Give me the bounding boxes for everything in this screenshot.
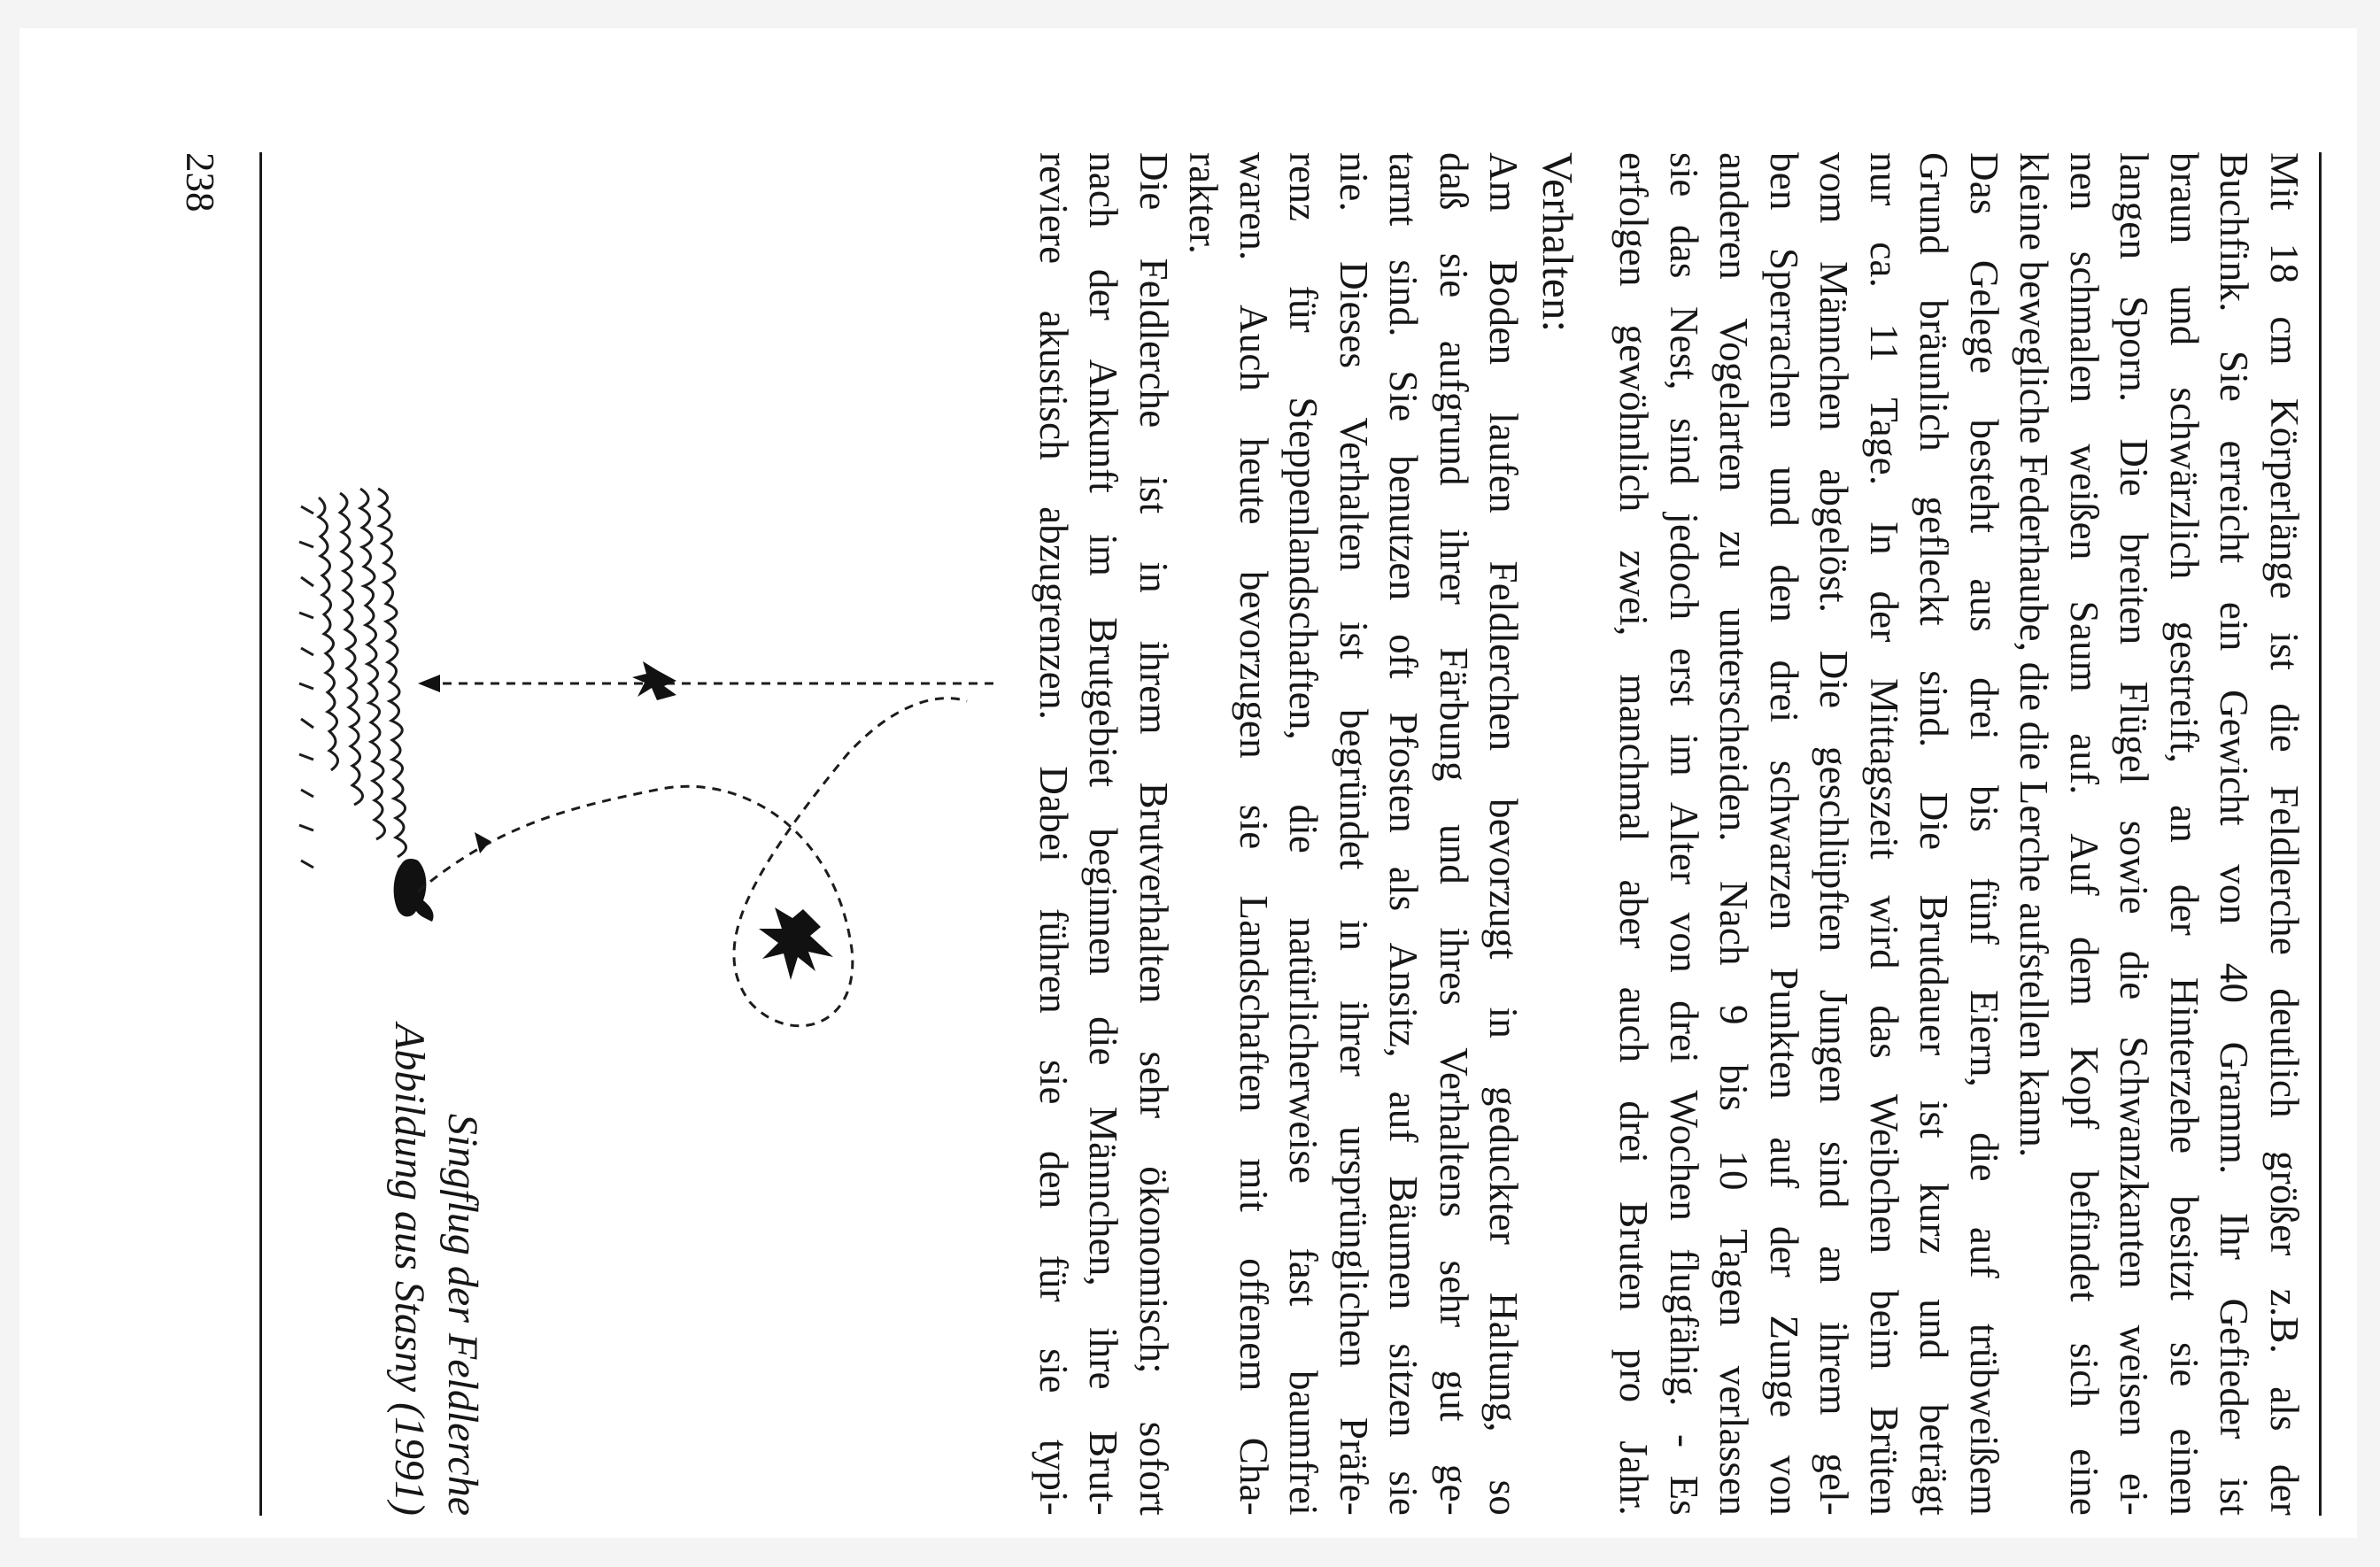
text-line: Grund bräunlich gefleckt sind. Die Brutdauer ist kurz und beträgt	[1912, 152, 1957, 1516]
text-line: nach der Ankunft im Brutgebiet beginnen die Männchen, ihre Brut-	[1081, 152, 1126, 1516]
text-line: nur ca. 11 Tage. In der Mittagszeit wird das Weibchen beim Brüten	[1862, 152, 1906, 1516]
bottom-rule	[259, 152, 262, 1516]
text-line: ben Sperrachen und den drei schwarzen Punkten auf der Zunge von	[1762, 152, 1806, 1516]
text-line: Mit 18 cm Körperlänge ist die Feldlerche deutlich größer z.B. als der	[2262, 152, 2307, 1516]
flying-bird-icon	[632, 661, 676, 700]
section-heading: Verhalten:	[1534, 152, 1582, 333]
text-line: Die Feldlerche ist in ihrem Brutverhalten sehr ökonomisch; sofort	[1132, 152, 1176, 1516]
page-number: 238	[178, 152, 222, 212]
figure-caption	[382, 790, 489, 1516]
text-line: Am Boden laufen Feldlerchen bevorzugt in geduckter Haltung, so	[1481, 152, 1526, 1516]
caption-title: Singflug der Feldlerche	[439, 1113, 486, 1516]
text-line: vom Männchen abgelöst. Die geschlüpften Jungen sind an ihrem gel-	[1812, 152, 1857, 1516]
text-line: waren. Auch heute bevorzugen sie Landschaften mit offenem Cha-	[1232, 152, 1276, 1516]
text-line: kleine bewegliche Federhaube, die die Lerche aufstellen kann.	[2012, 152, 2057, 1158]
text-line: braun und schwärzlich gestreift, an der Hinterzehe besitzt sie einen	[2162, 152, 2206, 1516]
text-line: rakter.	[1181, 152, 1226, 255]
text-line: daß sie aufgrund ihrer Färbung und ihres Verhaltens sehr gut ge-	[1432, 152, 1476, 1516]
body-text	[1029, 152, 2310, 1516]
flight-path	[418, 699, 967, 1026]
text-line: Buchfink. Sie erreicht ein Gewicht von 40 Gramm. Ihr Gefieder ist	[2212, 152, 2257, 1516]
scanned-page	[19, 28, 2357, 1538]
arrow-down-icon	[418, 675, 440, 692]
singing-bird-icon	[759, 907, 833, 980]
top-rule	[2319, 152, 2322, 1516]
text-line: erfolgen gewöhnlich zwei, manchmal aber auch drei Bruten pro Jahr.	[1611, 152, 1657, 1516]
paragraph-appearance	[1609, 152, 2309, 1516]
text-line: anderen Vogelarten zu unterscheiden. Nach 9 bis 10 Tagen verlassen	[1712, 152, 1757, 1516]
caption-source: Abbildung aus Stasny (1991)	[386, 1023, 433, 1516]
paragraph-breeding	[1029, 152, 1179, 1516]
book-page	[161, 152, 2322, 1516]
text-line: langen Sporn. Die breiten Flügel sowie die Schwanzkanten weisen ei-	[2112, 152, 2157, 1516]
text-line: nie. Dieses Verhalten ist begründet in ihrer ursprünglichen Präfe-	[1332, 152, 1376, 1516]
paragraph-behaviour	[1178, 152, 1529, 1516]
text-line: renz für Steppenlandschaften, die natürlicherweise fast baumfrei	[1281, 152, 1326, 1516]
text-line: reviere akustisch abzugrenzen. Dabei führen sie den für sie typi-	[1032, 152, 1076, 1516]
text-line: tarnt sind. Sie benutzen oft Pfosten als Ansitz, auf Bäumen sitzen sie	[1381, 152, 1426, 1516]
text-line: sie das Nest, sind jedoch erst im Alter von drei Wochen flugfähig. - Es	[1662, 152, 1706, 1516]
text-line: Das Gelege besteht aus drei bis fünf Eiern, die auf trübweißem	[1962, 152, 2006, 1516]
text-line: nen schmalen weißen Saum auf. Auf dem Kopf befindet sich eine	[2062, 152, 2106, 1516]
